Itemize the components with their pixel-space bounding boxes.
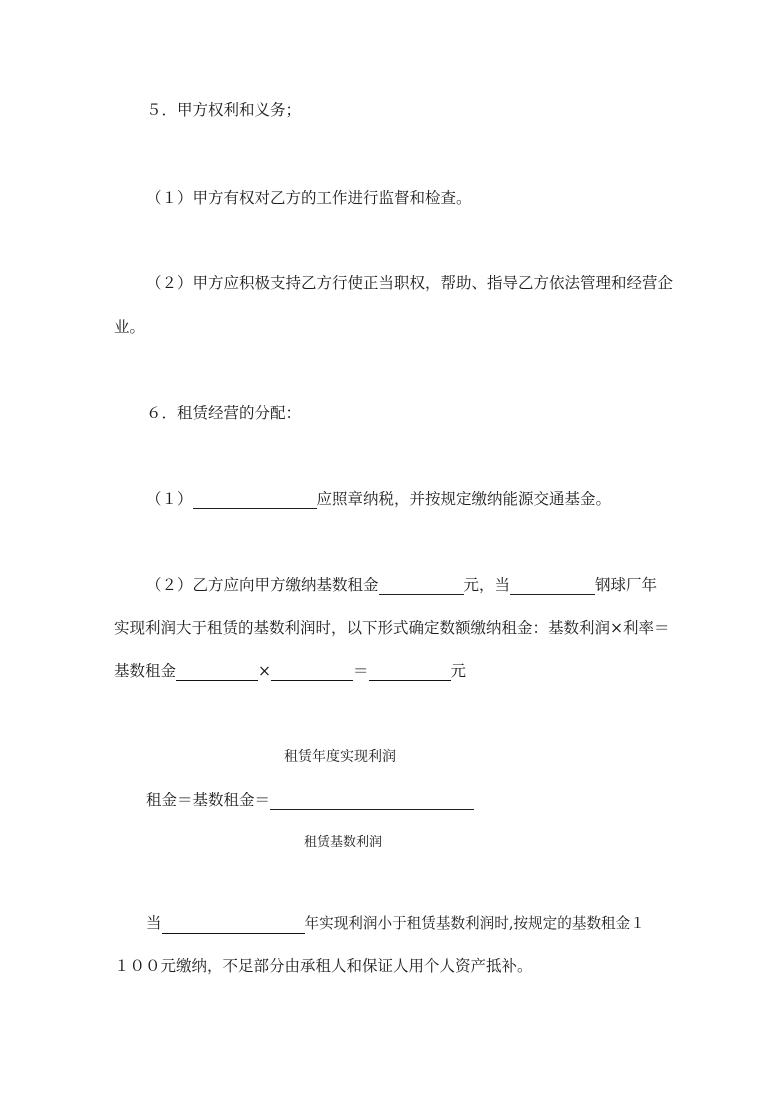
unit-yuan: 元 bbox=[450, 662, 467, 680]
times-sign: × bbox=[258, 662, 272, 680]
final-line2: １００元缴纳，不足部分由承租人和保证人用个人资产抵补。 bbox=[114, 957, 533, 975]
blank-base-profit[interactable] bbox=[176, 663, 258, 681]
formula-numerator: 租赁年度实现利润 bbox=[284, 749, 396, 765]
section6-item2-line3 bbox=[114, 661, 466, 681]
blank-year[interactable] bbox=[510, 577, 595, 595]
section6-item1-suffix: 应照章纳税，并按规定缴纳能源交通基金。 bbox=[316, 490, 612, 508]
equals-sign: ＝ bbox=[353, 662, 369, 680]
blank-taxpayer[interactable] bbox=[193, 491, 317, 509]
final-part1: 当 bbox=[146, 914, 162, 932]
section6-item2-line3-prefix: 基数租金 bbox=[114, 662, 177, 680]
section5-heading: ５．甲方权利和义务； bbox=[146, 101, 302, 119]
section6-heading: ６．租赁经营的分配： bbox=[146, 404, 302, 422]
section6-item1-prefix: （１） bbox=[146, 490, 193, 508]
blank-final-year[interactable] bbox=[162, 916, 305, 934]
section6-item2-line2: 实现利润大于租赁的基数利润时，以下形式确定数额缴纳租金：基数利润×利率＝ bbox=[114, 619, 670, 637]
final-line1 bbox=[146, 913, 645, 934]
section5-item2-line2: 业。 bbox=[114, 318, 146, 336]
section5-item1: （１）甲方有权对乙方的工作进行监督和检查。 bbox=[146, 189, 472, 207]
fraction-bar bbox=[270, 792, 474, 810]
section5-item2-line1: （２）甲方应积极支持乙方行使正当职权，帮助、指导乙方依法管理和经营企 bbox=[146, 274, 674, 292]
formula-line bbox=[146, 790, 474, 810]
final-part2: 年实现利润小于租赁基数利润时,按规定的基数租金１ bbox=[304, 915, 645, 932]
blank-rate[interactable] bbox=[271, 663, 353, 681]
blank-base-rent[interactable] bbox=[379, 577, 464, 595]
blank-result[interactable] bbox=[369, 663, 451, 681]
formula-denominator: 租赁基数利润 bbox=[304, 835, 383, 850]
section6-item1 bbox=[146, 489, 611, 509]
section6-item2-part3: 钢球厂年 bbox=[595, 576, 658, 594]
formula-lhs: 租金＝基数租金＝ bbox=[146, 791, 271, 809]
section6-item2-part1: （２）乙方应向甲方缴纳基数租金 bbox=[146, 576, 379, 594]
section6-item2-part2: 元，当 bbox=[463, 576, 511, 594]
section6-item2-line1 bbox=[146, 575, 657, 595]
